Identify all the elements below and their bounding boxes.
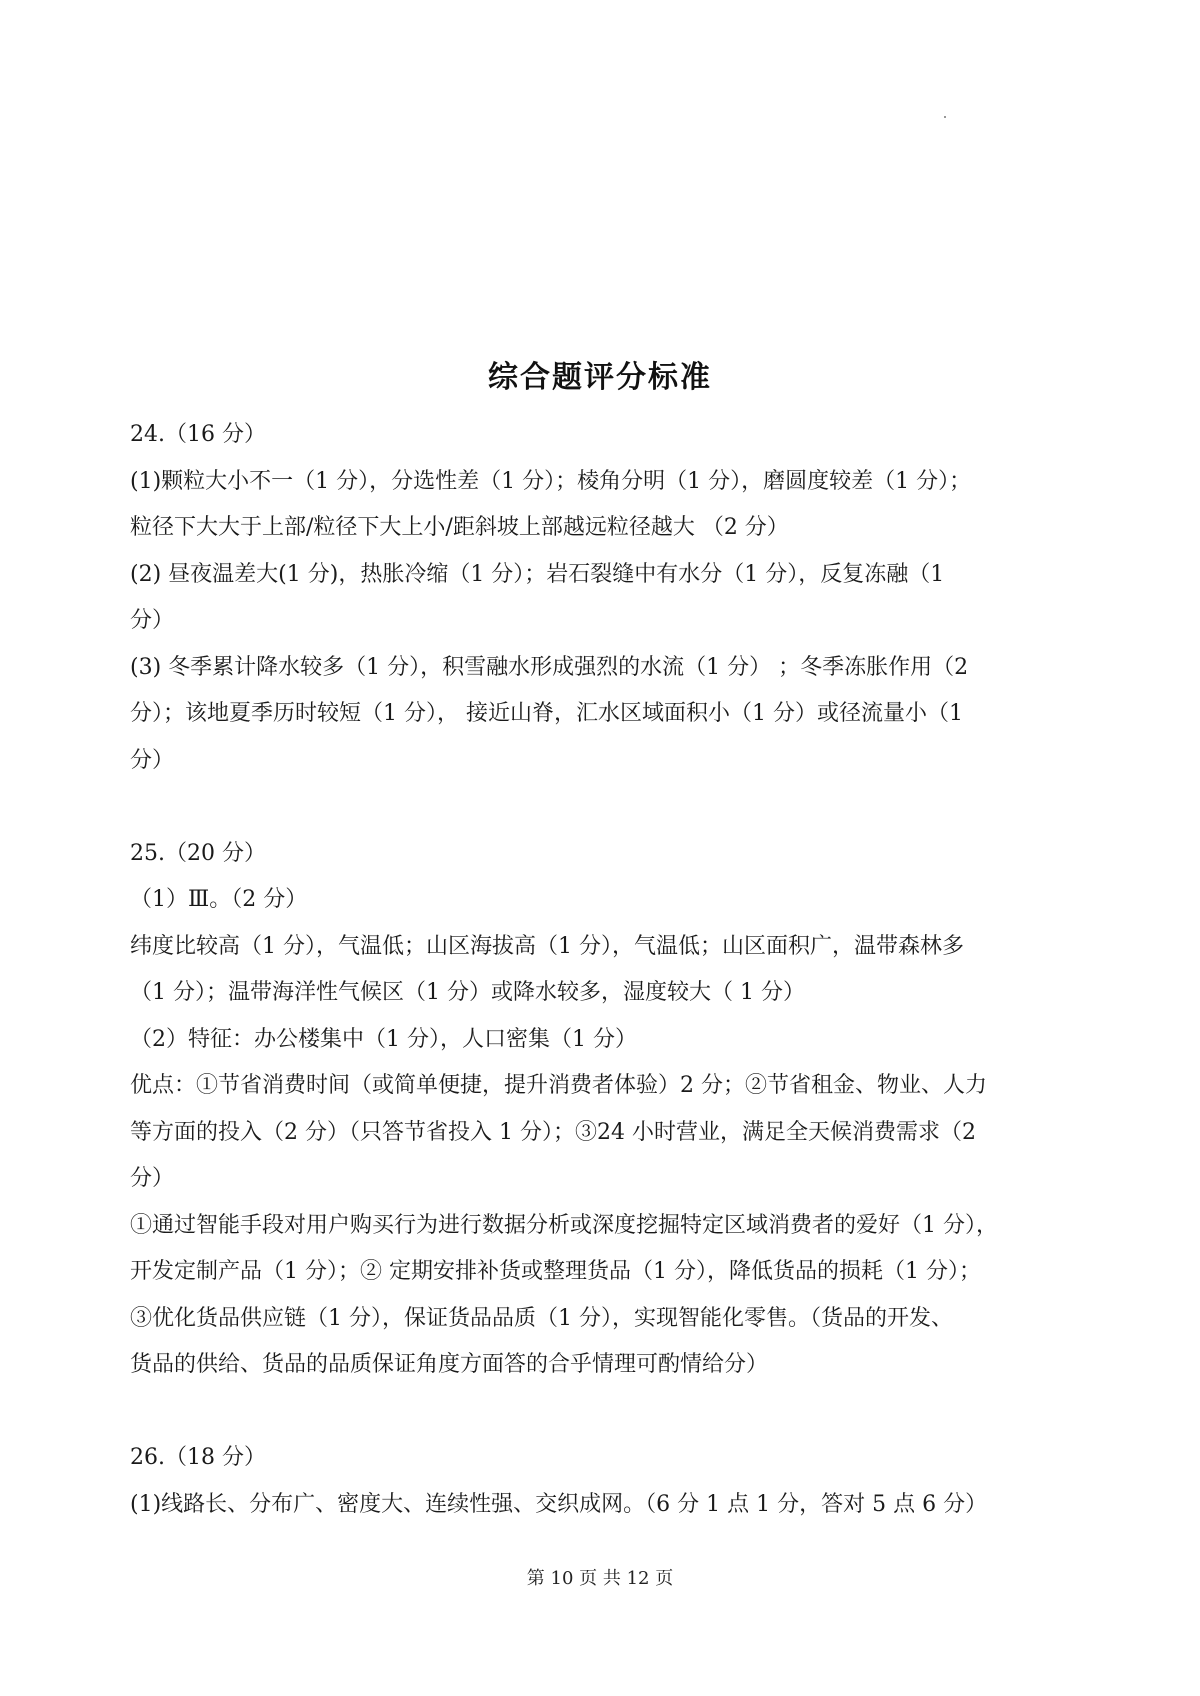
question-25-line: 分）	[130, 1166, 175, 1191]
question-24-line: 分）；该地夏季历时较短（1 分）， 接近山脊，汇水区域面积小（1 分）或径流量小（1	[130, 701, 963, 726]
page-footer: 第 10 页 共 12 页	[526, 1568, 674, 1589]
question-25-line: 等方面的投入（2 分）（只答节省投入 1 分）；③24 小时营业，满足全天候消费需求（2	[130, 1119, 976, 1145]
question-24-line: 粒径下大大于上部/粒径下大上小/距斜坡上部越远粒径越大 （2 分）	[130, 515, 789, 540]
question-25-line: 纬度比较高（1 分），气温低；山区海拔高（1 分），气温低；山区面积广，温带森林多	[130, 933, 964, 959]
question-25-line: ③优化货品供应链（1 分），保证货品品质（1 分），实现智能化零售。（货品的开发、	[130, 1305, 953, 1331]
question-24-line: 分）	[130, 747, 175, 773]
question-25-line: （1）Ⅲ。（2 分）	[130, 887, 308, 912]
question-26-header: 26.（18 分）	[130, 1445, 266, 1470]
question-25-header: 25.（20 分）	[130, 840, 266, 866]
question-25-line: ①通过智能手段对用户购买行为进行数据分析或深度挖掘特定区域消费者的爱好（1 分），	[130, 1212, 998, 1238]
page-title: 综合题评分标准	[488, 360, 712, 395]
question-24-line: (3) 冬季累计降水较多（1 分），积雪融水形成强烈的水流（1 分） ；冬季冻胀作用（2	[130, 654, 969, 680]
question-24-line: (1)颗粒大小不一（1 分），分选性差（1 分）；棱角分明（1 分），磨圆度较差（1 分）；	[130, 468, 972, 494]
section-gap	[130, 1389, 1080, 1436]
question-26-line: (1)线路长、分布广、密度大、连续性强、交织成网。（6 分 1 点 1 分，答对 5 点 6 分）	[130, 1491, 988, 1517]
section-gap	[130, 784, 1080, 831]
question-25-line: 货品的供给、货品的品质保证角度方面答的合乎情理可酌情给分）	[130, 1352, 769, 1377]
question-25-line: 开发定制产品（1 分）；② 定期安排补货或整理货品（1 分），降低货品的损耗（1 分）；	[130, 1259, 981, 1284]
answer-content	[130, 412, 1080, 1528]
scan-speck	[944, 116, 946, 118]
question-24-line: 分）	[130, 608, 175, 633]
question-24-line: (2) 昼夜温差大(1 分)，热胀冷缩（1 分）；岩石裂缝中有水分（1 分），反复冻融（1	[130, 561, 945, 587]
question-25-line: 优点：①节省消费时间（或简单便捷，提升消费者体验）2 分；②节省租金、物业、人力	[130, 1073, 987, 1098]
question-24-header: 24.（16 分）	[130, 422, 266, 447]
question-25-line: （1 分）；温带海洋性气候区（1 分）或降水较多，湿度较大（ 1 分）	[130, 980, 805, 1005]
question-25-line: （2）特征：办公楼集中（1 分），人口密集（1 分）	[130, 1026, 637, 1052]
